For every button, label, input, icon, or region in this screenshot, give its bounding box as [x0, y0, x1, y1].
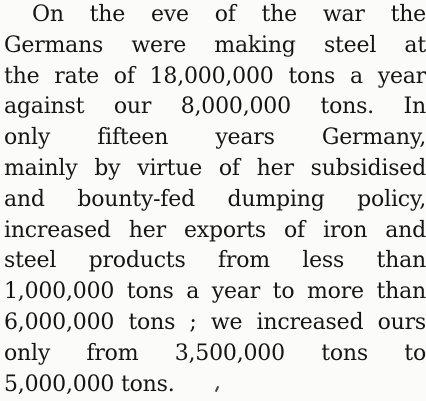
text-line: the rate of 18,000,000 tons a year — [4, 63, 426, 89]
text-line: and bounty-fed dumping policy, — [4, 186, 426, 212]
text-line: steel products from less than — [4, 248, 426, 274]
text-line: On the eve of the war the — [32, 2, 426, 27]
text-line: mainly by virtue of her subsidised — [4, 155, 426, 181]
text-line: Germans were making steel at — [4, 32, 426, 58]
text-line: 6,000,000 tons ; we increased ours — [4, 309, 426, 335]
text-line: 1,000,000 tons a year to more than — [4, 279, 426, 305]
text-line: 5,000,000 tons. — [4, 371, 175, 397]
text-line: only from 3,500,000 tons to — [4, 340, 426, 366]
text-line: increased her exports of iron and — [4, 217, 426, 243]
article-paragraph — [4, 0, 426, 400]
text-line: only fifteen years Germany, — [4, 125, 426, 151]
text-line: against our 8,000,000 tons. In — [4, 94, 426, 120]
